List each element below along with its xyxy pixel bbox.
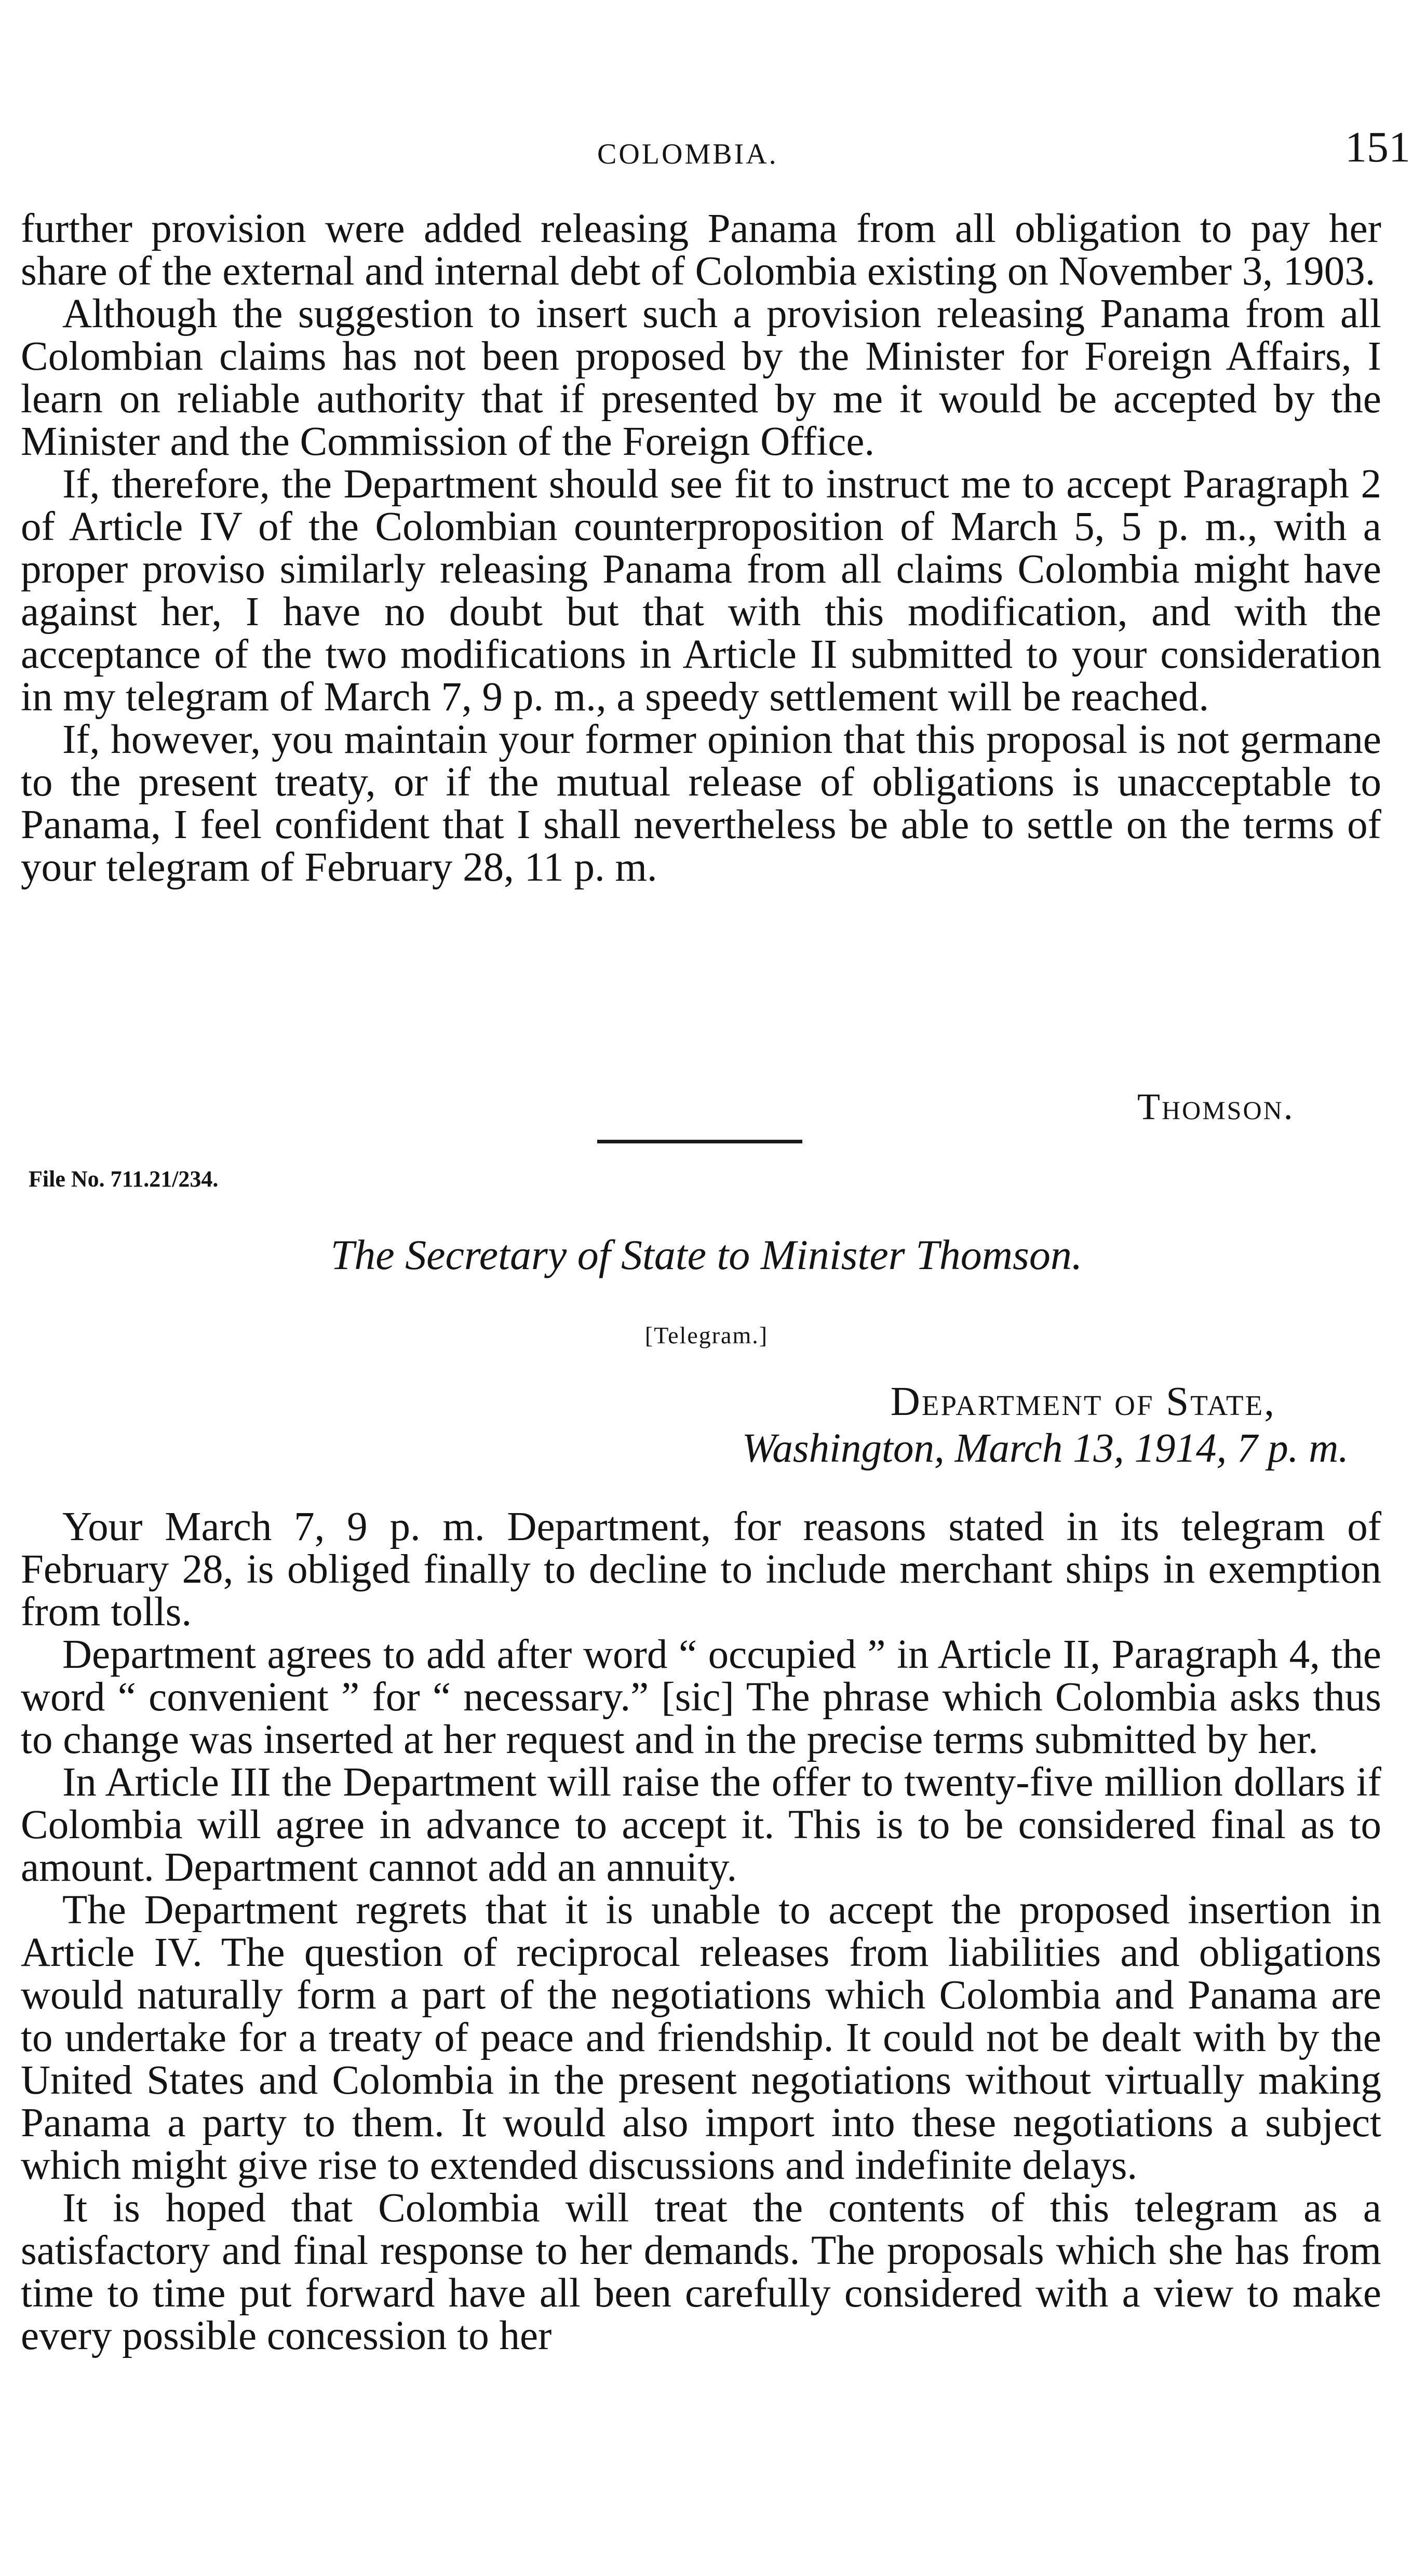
telegram-body xyxy=(21,1506,1381,2357)
document-type: [Telegram.] xyxy=(644,1322,769,1348)
paragraph: Department agrees to add after word “ occupied ” in Article II, Paragraph 4, the word “ convenient ” for “ necessary.” [sic] The phrase which Colombia asks thus to change was inserted at her request and in the precise terms submitted by her. xyxy=(21,1632,1381,1762)
letter-thomson-body xyxy=(21,208,1381,889)
dateline-place-date: Washington, March 13, 1914, 7 p. m. xyxy=(742,1426,1349,1471)
dateline-office: Department of State, xyxy=(890,1379,1276,1424)
page-number: 151 xyxy=(1345,123,1410,171)
document-title: The Secretary of State to Minister Thomson. xyxy=(330,1231,1083,1278)
running-title: COLOMBIA. xyxy=(597,138,778,170)
paragraph: If, however, you maintain your former opinion that this proposal is not germane to the present treaty, or if the mutual release of obligations is unacceptable to Panama, I feel confident that I shall nevertheless be able to settle on the terms of your telegram of February 28, 11 p. m. xyxy=(21,717,1381,890)
paragraph: further provision were added releasing Panama from all obligation to pay her share of the external and internal debt of Colombia existing on November 3, 1903. xyxy=(21,206,1381,294)
paragraph: In Article III the Department will raise the offer to twenty-five million dollars if Colombia will agree in advance to accept it. This is to be considered final as to amount. Department cannot add an annuity. xyxy=(21,1760,1381,1890)
paragraph: The Department regrets that it is unable to accept the proposed insertion in Article IV. The question of reciprocal releases from liabilities and obligations would naturally form a part of the negotiations which Colombia and Panama are to undertake for a treaty of peace and friendship. It could not be dealt with by the United States and Colombia in the present negotiations without virtually making Panama a party to them. It would also import into these negotiations a subject which might give rise to extended discussions and indefinite delays. xyxy=(21,1887,1381,2188)
running-header xyxy=(0,122,1413,184)
file-number: File No. 711.21/234. xyxy=(29,1166,219,1192)
paragraph: Although the suggestion to insert such a provision releasing Panama from all Colombian claims has not been proposed by the Minister for Foreign Affairs, I learn on reliable authority that if presented by me it would be accepted by the Minister and the Commission of the Foreign Office. xyxy=(21,291,1381,464)
paragraph: If, therefore, the Department should see fit to instruct me to accept Paragraph 2 of Article IV of the Colombian counterproposition of March 5, 5 p. m., with a proper proviso similarly releasing Panama from all claims Colombia might have against her, I have no doubt but that with this modification, and with the acceptance of the two modifications in Article II submitted to your consideration in my telegram of March 7, 9 p. m., a speedy settlement will be reached. xyxy=(21,462,1381,720)
section-divider xyxy=(597,1140,802,1143)
paragraph: Your March 7, 9 p. m. Department, for reasons stated in its telegram of February 28, is obliged finally to decline to include merchant ships in exemption from tolls. xyxy=(21,1504,1381,1635)
signature: Thomson. xyxy=(1137,1086,1295,1127)
dateline xyxy=(742,1379,1349,1472)
paragraph: It is hoped that Colombia will treat the contents of this telegram as a satisfactory and final response to her demands. The proposals which she has from time to time put forward have all been carefully considered with a view to make every possible concession to her xyxy=(21,2186,1381,2358)
